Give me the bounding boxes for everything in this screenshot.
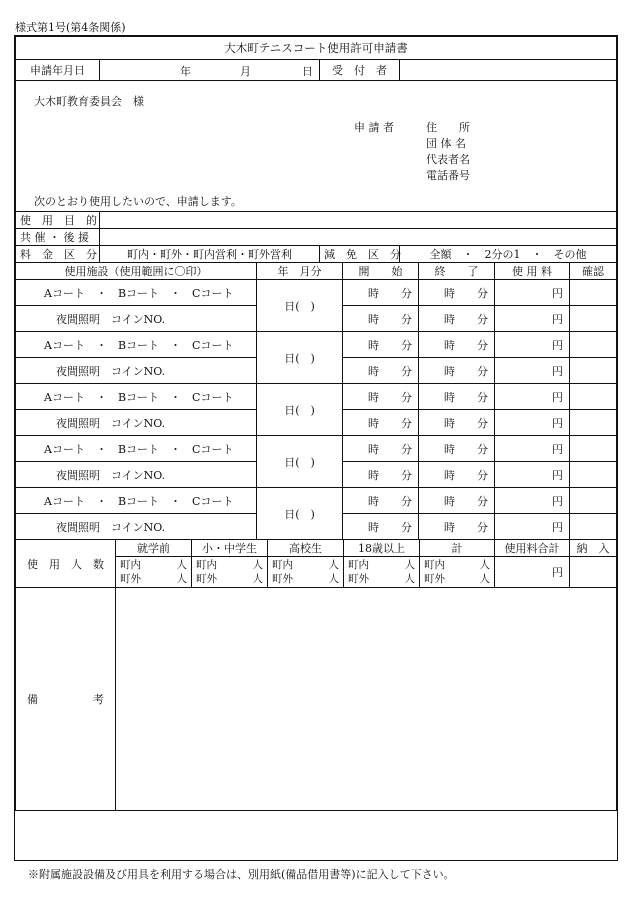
count-field[interactable]: 町内 人 町外 人 [344, 557, 420, 588]
check-cell[interactable] [570, 358, 617, 384]
fee-amount[interactable]: 円 [495, 332, 570, 358]
fee-amount[interactable]: 円 [495, 280, 570, 306]
count-table [15, 539, 617, 588]
purpose-label: 使 用 目 的 [16, 212, 100, 229]
check-cell[interactable] [570, 436, 617, 462]
start-time[interactable]: 時 分 [343, 488, 419, 514]
count-field[interactable]: 町内 人 町外 人 [116, 557, 192, 588]
sponsor-label: 共 催 ・ 後 援 [16, 229, 100, 246]
start-header: 開 始 [343, 263, 419, 280]
group-high: 高校生 [268, 540, 344, 557]
facility-header: 使用施設（使用範囲に〇印） [16, 263, 257, 280]
end-time[interactable]: 時 分 [419, 358, 495, 384]
start-time[interactable]: 時 分 [343, 462, 419, 488]
start-time[interactable]: 時 分 [343, 280, 419, 306]
lighting-coin[interactable]: 夜間照明 コインNO. [16, 306, 257, 332]
count-label: 使 用 人 数 [16, 540, 116, 588]
court-select[interactable]: Aコート ・ Bコート ・ Cコート [16, 488, 257, 514]
lighting-coin[interactable]: 夜間照明 コインNO. [16, 410, 257, 436]
sponsor-field[interactable] [100, 229, 617, 246]
usage-day[interactable]: 日( ) [257, 384, 343, 436]
end-header: 終 了 [419, 263, 495, 280]
check-cell[interactable] [570, 332, 617, 358]
addressee: 大木町教育委員会 様 [34, 95, 144, 108]
end-time[interactable]: 時 分 [419, 436, 495, 462]
fee-amount[interactable]: 円 [495, 306, 570, 332]
payment-label: 納 入 [570, 540, 617, 557]
check-cell[interactable] [570, 306, 617, 332]
end-time[interactable]: 時 分 [419, 280, 495, 306]
remarks-table [15, 587, 617, 811]
remarks-field[interactable] [116, 588, 617, 811]
fee-amount[interactable]: 円 [495, 384, 570, 410]
purpose-field[interactable] [100, 212, 617, 229]
count-field[interactable]: 町内 人 町外 人 [420, 557, 495, 588]
apply-date-label: 申請年月日 [16, 60, 100, 81]
check-cell[interactable] [570, 280, 617, 306]
total-fee-field[interactable]: 円 [495, 557, 570, 588]
group-elem-middle: 小・中学生 [192, 540, 268, 557]
group-name-field[interactable]: 団 体 名 [426, 137, 466, 150]
facility-table [15, 262, 617, 540]
end-time[interactable]: 時 分 [419, 488, 495, 514]
start-time[interactable]: 時 分 [343, 306, 419, 332]
check-cell[interactable] [570, 410, 617, 436]
application-form [14, 35, 618, 861]
fee-class-label: 料 金 区 分 [16, 246, 100, 263]
court-select[interactable]: Aコート ・ Bコート ・ Cコート [16, 436, 257, 462]
fee-amount[interactable]: 円 [495, 488, 570, 514]
info-table [15, 211, 617, 263]
group-adult: 18歳以上 [344, 540, 420, 557]
header-table [15, 36, 617, 212]
receipt-field[interactable] [400, 60, 617, 81]
end-time[interactable]: 時 分 [419, 332, 495, 358]
fee-amount[interactable]: 円 [495, 358, 570, 384]
usage-day[interactable]: 日( ) [257, 488, 343, 540]
address-field[interactable]: 住 所 [426, 121, 470, 134]
check-cell[interactable] [570, 514, 617, 540]
count-field[interactable]: 町内 人 町外 人 [268, 557, 344, 588]
apply-date-field[interactable] [100, 60, 320, 81]
end-time[interactable]: 時 分 [419, 306, 495, 332]
day-unit: 日 [302, 65, 313, 78]
end-time[interactable]: 時 分 [419, 384, 495, 410]
start-time[interactable]: 時 分 [343, 358, 419, 384]
fee-amount[interactable]: 円 [495, 514, 570, 540]
lighting-coin[interactable]: 夜間照明 コインNO. [16, 514, 257, 540]
end-time[interactable]: 時 分 [419, 514, 495, 540]
start-time[interactable]: 時 分 [343, 410, 419, 436]
month-header: 年 月分 [257, 263, 343, 280]
usage-day[interactable]: 日( ) [257, 280, 343, 332]
phone-field[interactable]: 電話番号 [426, 169, 470, 182]
form-number: 様式第1号(第4条関係) [15, 21, 126, 34]
check-header: 確認 [570, 263, 617, 280]
usage-day[interactable]: 日( ) [257, 332, 343, 384]
court-select[interactable]: Aコート ・ Bコート ・ Cコート [16, 332, 257, 358]
check-cell[interactable] [570, 462, 617, 488]
start-time[interactable]: 時 分 [343, 332, 419, 358]
start-time[interactable]: 時 分 [343, 436, 419, 462]
discount-label: 減 免 区 分 [320, 246, 400, 263]
group-total: 計 [420, 540, 495, 557]
remarks-label: 備 考 [16, 588, 116, 811]
fee-amount[interactable]: 円 [495, 436, 570, 462]
discount-options[interactable]: 全額 ・ 2分の1 ・ その他 [400, 246, 617, 263]
applicant-label: 申 請 者 [354, 121, 394, 134]
representative-field[interactable]: 代表者名 [426, 153, 470, 166]
request-statement: 次のとおり使用したいので、申請します。 [34, 195, 242, 208]
fee-class-options[interactable]: 町内・町外・町内営利・町外営利 [100, 246, 320, 263]
fee-amount[interactable]: 円 [495, 462, 570, 488]
count-field[interactable]: 町内 人 町外 人 [192, 557, 268, 588]
address-block [16, 81, 617, 212]
court-select[interactable]: Aコート ・ Bコート ・ Cコート [16, 384, 257, 410]
court-select[interactable]: Aコート ・ Bコート ・ Cコート [16, 280, 257, 306]
start-time[interactable]: 時 分 [343, 514, 419, 540]
start-time[interactable]: 時 分 [343, 384, 419, 410]
check-cell[interactable] [570, 384, 617, 410]
end-time[interactable]: 時 分 [419, 410, 495, 436]
lighting-coin[interactable]: 夜間照明 コインNO. [16, 358, 257, 384]
payment-field[interactable] [570, 557, 617, 588]
end-time[interactable]: 時 分 [419, 462, 495, 488]
lighting-coin[interactable]: 夜間照明 コインNO. [16, 462, 257, 488]
group-preschool: 就学前 [116, 540, 192, 557]
usage-day[interactable]: 日( ) [257, 436, 343, 488]
fee-header: 使 用 料 [495, 263, 570, 280]
year-unit: 年 [180, 65, 191, 78]
footnote: ※附属施設設備及び用具を利用する場合は、別用紙(備品借用書等)に記入して下さい。 [28, 868, 455, 881]
receipt-label: 受 付 者 [320, 60, 400, 81]
fee-amount[interactable]: 円 [495, 410, 570, 436]
form-title: 大木町テニスコート使用許可申請書 [16, 37, 617, 60]
total-fee-label: 使用料合計 [495, 540, 570, 557]
month-unit: 月 [240, 65, 251, 78]
check-cell[interactable] [570, 488, 617, 514]
